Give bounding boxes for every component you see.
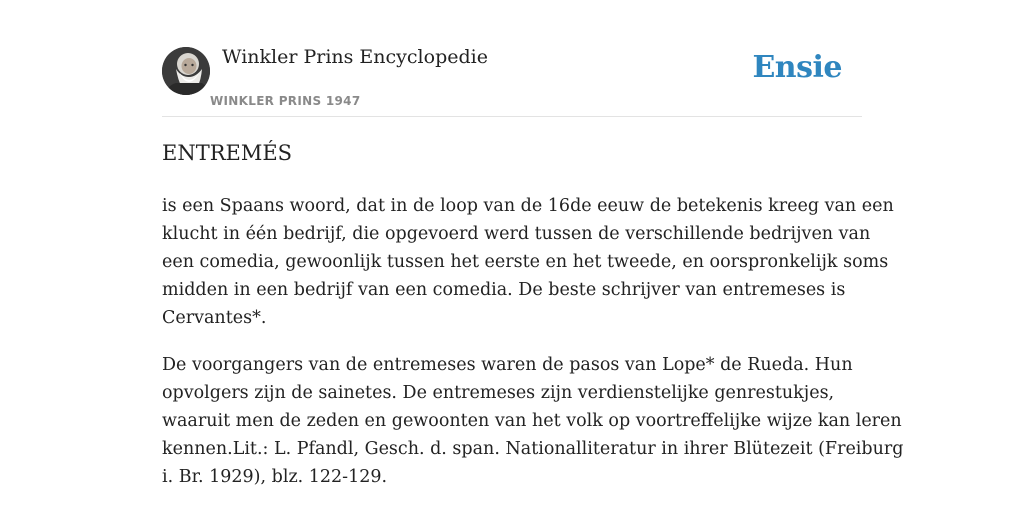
paragraph-line: i. Br. 1929), blz. 122-129. bbox=[162, 467, 388, 487]
avatar[interactable] bbox=[162, 47, 210, 95]
entry-title: ENTREMÉS bbox=[162, 141, 293, 165]
paragraph-line: waaruit men de zeden en gewoonten van het volk op voortreffelijke wijze kan leren bbox=[162, 411, 902, 431]
paragraph-line: is een Spaans woord, dat in de loop van de 16de eeuw de betekenis kreeg van een bbox=[162, 196, 894, 216]
paragraph-line: klucht in één bedrijf, die opgevoerd werd tussen de verschillende bedrijven van bbox=[162, 224, 871, 244]
paragraph-line: een comedia, gewoonlijk tussen het eerste en het tweede, en oorspronkelijk soms bbox=[162, 252, 889, 272]
brand-logo[interactable]: Ensie bbox=[752, 50, 842, 85]
paragraph-line: kennen.Lit.: L. Pfandl, Gesch. d. span. Nationalliteratur in ihrer Blütezeit (Freiburg bbox=[162, 439, 904, 459]
article-paragraph bbox=[162, 351, 904, 491]
paragraph-line: midden in een bedrijf van een comedia. De beste schrijver van entremeses is bbox=[162, 280, 846, 300]
header bbox=[162, 0, 862, 117]
bearded-man-portrait-icon bbox=[162, 47, 210, 95]
source-label[interactable]: WINKLER PRINS 1947 bbox=[210, 94, 361, 108]
paragraph-line: De voorgangers van de entremeses waren de pasos van Lope* de Rueda. Hun bbox=[162, 355, 853, 375]
paragraph-line: opvolgers zijn de sainetes. De entremeses zijn verdienstelijke genrestukjes, bbox=[162, 383, 835, 403]
paragraph-line: Cervantes*. bbox=[162, 308, 267, 328]
site-title[interactable]: Winkler Prins Encyclopedie bbox=[222, 46, 488, 68]
page-container bbox=[162, 0, 904, 487]
article-paragraph bbox=[162, 192, 894, 332]
